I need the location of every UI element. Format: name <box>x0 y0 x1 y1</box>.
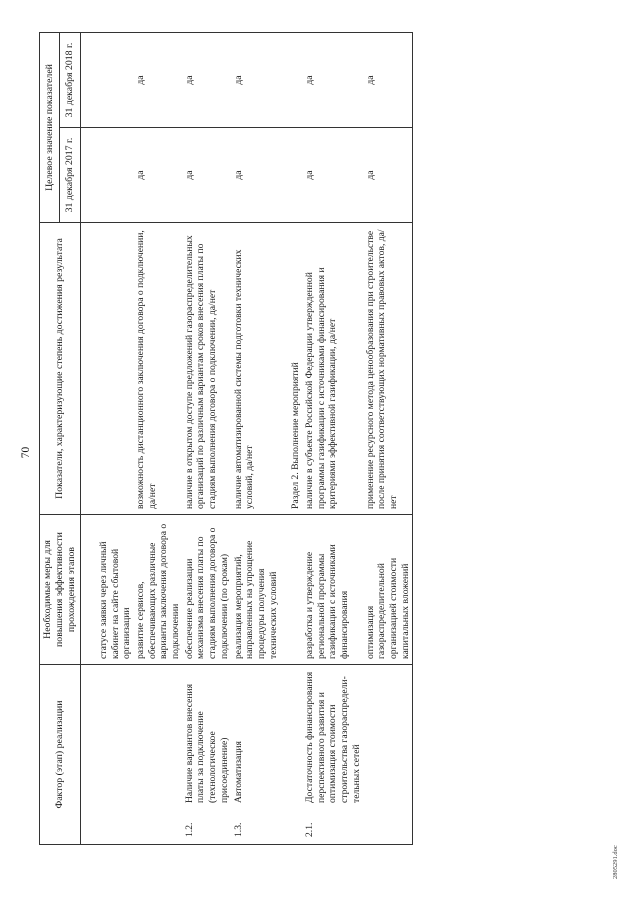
indicator-cell: наличие автоматизированной системы подготовки технических условий, да/нет <box>232 223 281 515</box>
page-number: 70 <box>20 446 32 459</box>
value-2018: да <box>232 33 281 128</box>
measure-cell: реализация мероприятий, направленных на упрощение процедуры получения технических условий <box>232 515 281 665</box>
indicator-cell: возможность дистанционного заключения договора о подключении, да/нет <box>134 223 183 515</box>
header-indicators: Показатели, характеризующие степень достижения результата <box>40 223 81 515</box>
measure-cell: развитие сервисов, обеспечивающих различные варианты заключения договора о подключении <box>134 515 183 665</box>
value-2017: да <box>364 128 413 223</box>
value-2018: да <box>303 33 364 128</box>
table-row <box>97 33 134 845</box>
header-target-values: Целевое значение показателей <box>40 33 60 223</box>
document-file-code: 2805291.doc <box>612 845 619 879</box>
measure-cell: оптимизация газораспределительной организацией стоимости капитальных вложений <box>364 515 413 665</box>
table-row <box>134 33 183 845</box>
indicator-cell: наличие в субъекте Российской Федерации утвержденной программы газификации с источниками финансирования и критериями эффективной газификации, да/нет <box>303 223 364 515</box>
value-2017: да <box>303 128 364 223</box>
table-row <box>303 33 364 845</box>
header-date-2017: 31 декабря 2017 г. <box>60 128 80 223</box>
value-2018: да <box>364 33 413 128</box>
table-row <box>232 33 281 845</box>
targets-table <box>39 32 413 845</box>
header-measures: Необходимые меры для повышения эффективности прохождения этапов <box>40 515 81 665</box>
factor-cell: Автоматизация <box>232 741 244 803</box>
section-title: Раздел 2. Выполнение мероприятий <box>280 223 303 515</box>
measure-cell: разработка и утверждение региональной программы газификации с источниками финансирования <box>303 515 364 665</box>
table-row <box>183 33 232 845</box>
indicator-cell: применение ресурсного метода ценообразования при строительстве после принятия соответствующих нормативных правовых актов, да/нет <box>364 223 413 515</box>
measure-cell: статусе заявки через личный кабинет на сайте сбытовой организации <box>97 515 134 665</box>
indicator-cell: наличие в открытом доступе предложений газораспределительных организаций по различным вариантам сроков внесения платы по стадиям выполнения договора о подключении, да/нет <box>183 223 232 515</box>
row-number: 2.1. <box>304 822 316 837</box>
row-number: 1.3. <box>232 822 244 837</box>
factor-cell: Наличие вариантов внесения платы за подключение (технологическое присоединение) <box>183 683 230 803</box>
value-2017: да <box>134 128 183 223</box>
section-row <box>280 33 303 845</box>
table-spacer <box>80 33 97 845</box>
value-2017: да <box>232 128 281 223</box>
table-row <box>364 33 413 845</box>
header-date-2018: 31 декабря 2018 г. <box>60 33 80 128</box>
header-factor: Фактор (этап) реализации <box>40 665 81 845</box>
measure-cell: обеспечение реализации механизма внесения платы по стадиям выполнения договора о подключении (по срокам) <box>183 515 232 665</box>
value-2018: да <box>134 33 183 128</box>
row-number: 1.2. <box>183 822 195 837</box>
value-2017: да <box>183 128 232 223</box>
value-2018: да <box>183 33 232 128</box>
factor-cell: Достаточность финансирования перспективного развития и оптимизация стоимости строительства газораспредели-тельных сетей <box>304 671 362 803</box>
